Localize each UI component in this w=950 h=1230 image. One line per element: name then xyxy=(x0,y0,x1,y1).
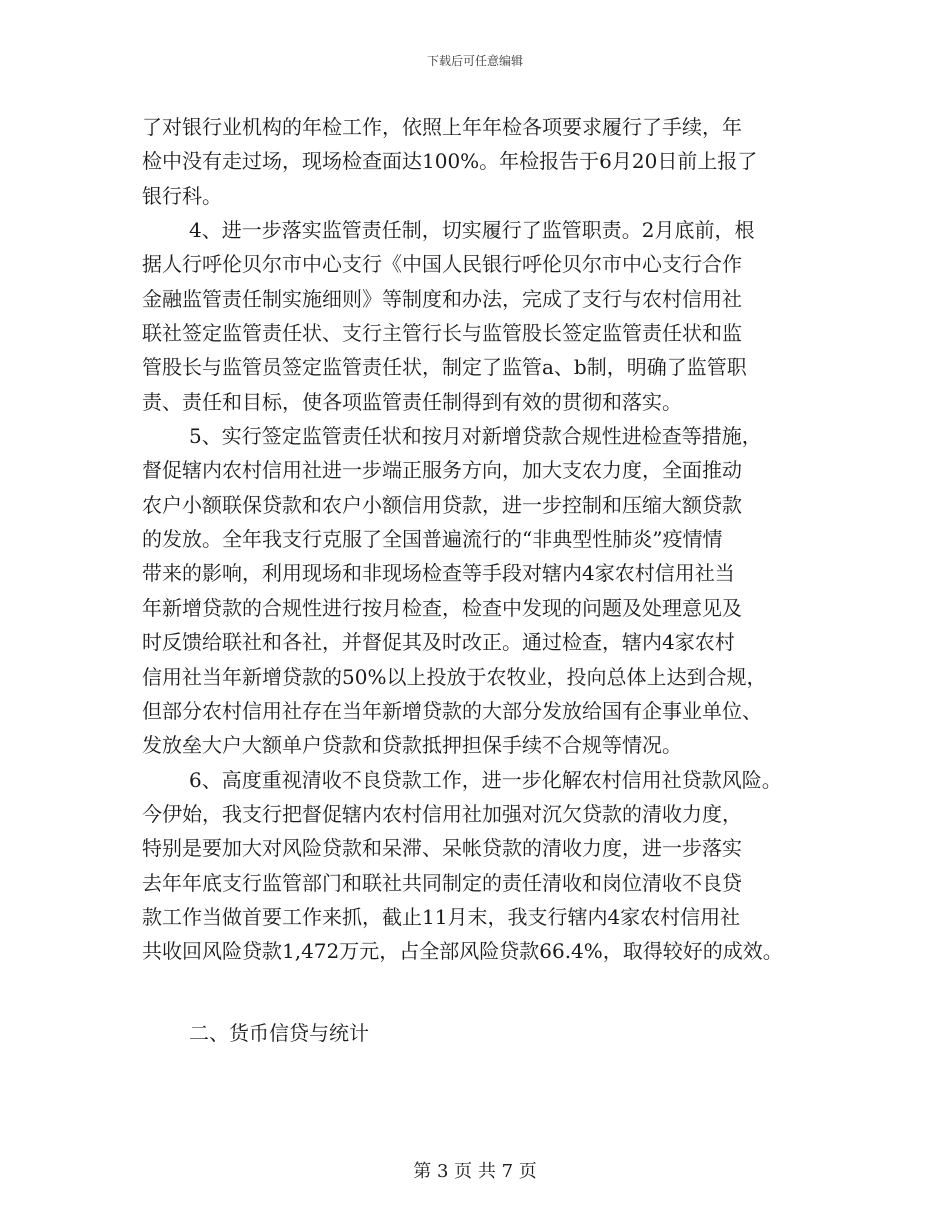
text-line: 今伊始，我支行把督促辖内农村信用社加强对沉欠贷款的清收力度， xyxy=(142,801,742,826)
paragraph-item-5 xyxy=(142,421,832,760)
text-line: 共收回风险贷款1,472万元，占全部风险贷款66.4%，取得较好的成效。 xyxy=(142,939,783,964)
paragraph-item-6 xyxy=(142,765,832,967)
text-line: 督促辖内农村信用社进一步端正服务方向，加大支农力度，全面推动 xyxy=(142,458,742,483)
text-line: 年新增贷款的合规性进行按月检查，检查中发现的问题及处理意见及 xyxy=(142,595,742,620)
text-line: 4、进一步落实监管责任制，切实履行了监管职责。2月底前，根 xyxy=(189,218,755,243)
text-line: 的发放。全年我支行克服了全国普遍流行的“非典型性肺炎”疫情情 xyxy=(142,527,723,552)
section-heading: 二、货币信贷与统计 xyxy=(189,1021,369,1046)
text-line: 金融监管责任制实施细则》等制度和办法，完成了支行与农村信用社 xyxy=(142,286,742,311)
paragraph-item-4 xyxy=(142,215,832,417)
text-line: 信用社当年新增贷款的50%以上投放于农牧业，投向总体上达到合规， xyxy=(142,664,767,689)
text-line: 检中没有走过场，现场检查面达100%。年检报告于6月20日前上报了 xyxy=(142,149,758,174)
text-line: 管股长与监管员签定监管责任状，制定了监管a、b制，明确了监管职 xyxy=(142,355,747,380)
text-line: 但部分农村信用社存在当年新增贷款的大部分发放给国有企事业单位、 xyxy=(142,698,762,723)
text-line: 6、高度重视清收不良贷款工作，进一步化解农村信用社贷款风险。 xyxy=(189,767,782,792)
text-line: 责、责任和目标，使各项监管责任制得到有效的贯彻和落实。 xyxy=(142,389,682,414)
text-line: 据人行呼伦贝尔市中心支行《中国人民银行呼伦贝尔市中心支行合作 xyxy=(142,252,742,277)
page-number: 第 3 页 共 7 页 xyxy=(413,1161,537,1182)
text-line: 去年年底支行监管部门和联社共同制定的责任清收和岗位清收不良贷 xyxy=(142,870,742,895)
text-line: 款工作当做首要工作来抓，截止11月末，我支行辖内4家农村信用社 xyxy=(142,904,741,929)
text-line: 时反馈给联社和各社，并督促其及时改正。通过检查，辖内4家农村 xyxy=(142,630,735,655)
text-line: 了对银行业机构的年检工作，依照上年年检各项要求履行了手续，年 xyxy=(142,115,742,139)
text-line: 农户小额联保贷款和农户小额信用贷款，进一步控制和压缩大额贷款 xyxy=(142,492,742,517)
text-line: 联社签定监管责任状、支行主管行长与监管股长签定监管责任状和监 xyxy=(142,321,742,346)
paragraph-continued xyxy=(142,112,832,211)
page-header: 下载后可任意编辑 xyxy=(426,54,523,68)
text-line: 银行科。 xyxy=(142,183,222,208)
text-line: 5、实行签定监管责任状和按月对新增贷款合规性进检查等措施， xyxy=(189,424,762,449)
text-line: 发放垒大户大额单户贷款和贷款抵押担保手续不合规等情况。 xyxy=(142,733,682,758)
text-line: 带来的影响，利用现场和非现场检查等手段对辖内4家农村信用社当 xyxy=(142,561,735,586)
document-body xyxy=(142,112,832,1053)
text-line: 特别是要加大对风险贷款和呆滞、呆帐贷款的清收力度，进一步落实 xyxy=(142,836,742,861)
